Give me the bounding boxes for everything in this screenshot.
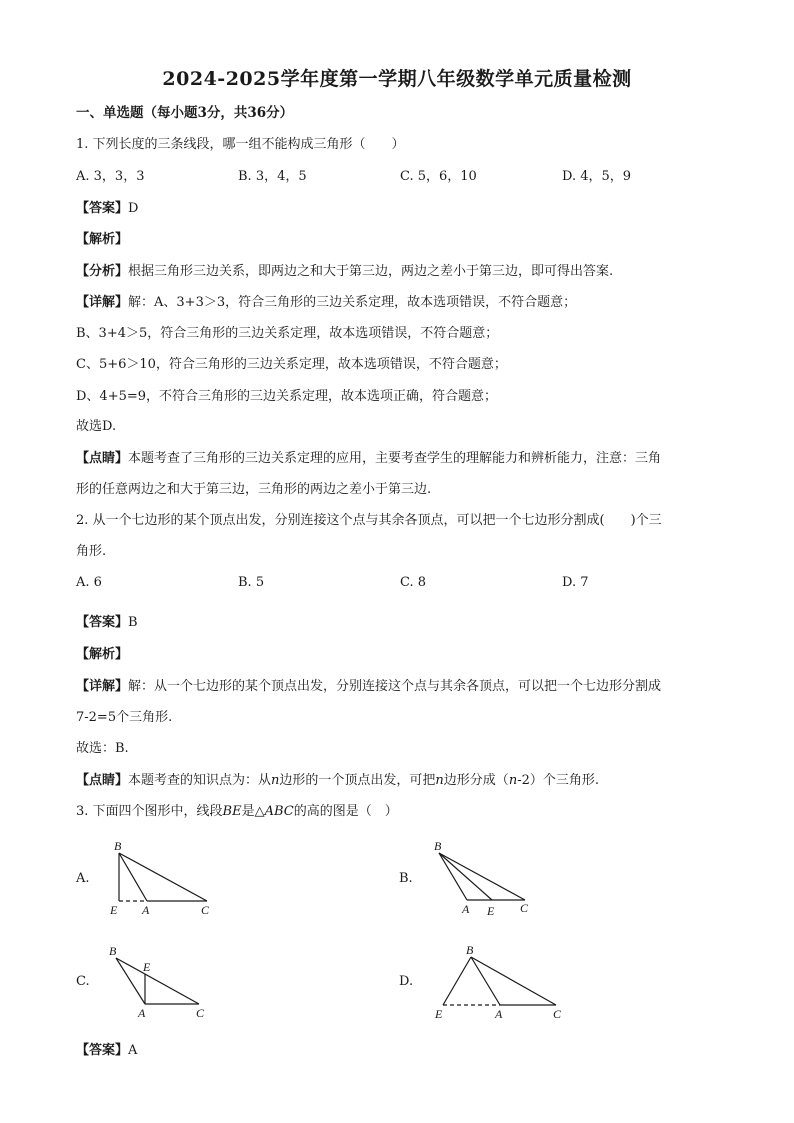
q3-answer xyxy=(76,1042,137,1060)
point-e-label: E xyxy=(110,903,118,917)
point-c-label: C xyxy=(201,903,210,917)
comment-part-d: -2）个三角形. xyxy=(517,773,599,788)
q1-option-a: A. 3，3，3 xyxy=(76,169,145,184)
side-bc xyxy=(119,853,207,901)
q3-stem-part: 是 xyxy=(241,804,255,819)
comment-n: n xyxy=(435,773,444,788)
q3-stem-part: 3. 下面四个图形中，线段 xyxy=(76,804,223,819)
q1-option-b: B. 3，4，5 xyxy=(238,169,307,184)
q2-detail-2: 7-2=5个三角形. xyxy=(76,710,173,725)
q2-comment xyxy=(76,772,599,790)
q1-comment-2: 形的任意两边之和大于第三边，三角形的两边之差小于第三边. xyxy=(76,482,432,497)
q2-conclusion: 故选：B. xyxy=(76,741,129,756)
q1-stem: 1. 下列长度的三条线段，哪一组不能构成三角形（ ） xyxy=(76,137,405,152)
answer-tag: 【答案】 xyxy=(76,201,129,216)
point-b-label: B xyxy=(109,944,117,958)
segment-be: BE xyxy=(222,804,242,819)
page-title: 2024-2025学年度第一学期八年级数学单元质量检测 xyxy=(162,68,632,90)
side-ba xyxy=(116,958,145,1004)
q3-stem xyxy=(76,803,398,821)
point-a-label: A xyxy=(495,1007,503,1021)
q1-detail-3: C、5+6＞10，符合三角形的三边关系定理，故本选项错误，不符合题意； xyxy=(76,357,507,372)
figure-label-d: D. xyxy=(399,974,414,989)
q1-conclusion: 故选D. xyxy=(76,419,117,434)
point-c-label: C xyxy=(553,1007,562,1021)
figure-c xyxy=(100,937,220,1026)
point-a-label: A xyxy=(142,903,150,917)
segment-be xyxy=(439,853,492,900)
point-a-label: A xyxy=(138,1006,146,1020)
point-c-label: C xyxy=(520,901,529,915)
comment-text: 本题考查了三角形的三边关系定理的应用，主要考查学生的理解能力和辨析能力，注意：三角 xyxy=(128,451,662,466)
segment-be xyxy=(443,957,471,1005)
point-e-label: E xyxy=(487,904,495,918)
side-bc xyxy=(439,853,525,900)
comment-n: n xyxy=(508,773,518,788)
detail-text: 解：A、3+3＞3，符合三角形的三边关系定理，故本选项错误，不符合题意； xyxy=(128,295,577,310)
figure-label-b: B. xyxy=(399,871,413,886)
q1-option-c: C. 5，6，10 xyxy=(400,169,477,184)
point-b-label: B xyxy=(114,839,122,853)
point-e-label: E xyxy=(435,1007,443,1021)
q2-answer xyxy=(76,614,138,632)
figure-b xyxy=(425,834,545,923)
figure-label-c: C. xyxy=(76,974,90,989)
fenxi-tag: 【分析】 xyxy=(76,264,129,279)
q2-stem-1: 2. 从一个七边形的某个顶点出发，分别连接这个点与其余各顶点，可以把一个七边形分割成( )个三 xyxy=(76,513,662,528)
answer-tag: 【答案】 xyxy=(76,1043,129,1058)
answer-tag: 【答案】 xyxy=(76,615,129,630)
figure-label-a: A. xyxy=(76,871,90,886)
q2-option-a: A. 6 xyxy=(76,575,102,590)
comment-n: n xyxy=(271,773,280,788)
q1-detail-4: D、4+5=9，不符合三角形的三边关系定理，故本选项正确，符合题意； xyxy=(76,389,498,404)
answer-value: A xyxy=(128,1043,138,1058)
answer-value: B xyxy=(128,615,138,630)
section-heading: 一、单选题（每小题3分，共36分） xyxy=(76,105,294,121)
point-e-label: E xyxy=(143,960,151,974)
point-b-label: B xyxy=(434,839,442,853)
q1-comment-1 xyxy=(76,450,661,468)
side-bc xyxy=(116,958,199,1004)
q1-fenxi xyxy=(76,263,613,281)
fenxi-text: 根据三角形三边关系，即两边之和大于第三边，两边之差小于第三边，即可得出答案. xyxy=(128,264,614,279)
point-a-label: A xyxy=(462,902,470,916)
detail-tag: 【详解】 xyxy=(76,295,129,310)
point-c-label: C xyxy=(196,1006,205,1020)
q1-analysis-tag: 【解析】 xyxy=(76,232,129,247)
q1-detail-1 xyxy=(76,294,576,312)
q2-option-b: B. 5 xyxy=(238,575,265,590)
q2-option-c: C. 8 xyxy=(400,575,427,590)
figure-a xyxy=(100,836,230,925)
q2-stem-2: 角形. xyxy=(76,544,107,559)
q1-detail-2: B、3+4＞5，符合三角形的三边关系定理，故本选项错误，不符合题意； xyxy=(76,326,499,341)
comment-part-b: 边形的一个顶点出发，可把 xyxy=(279,773,436,788)
comment-part-c: 边形分成（ xyxy=(443,773,509,788)
q2-option-d: D. 7 xyxy=(562,575,589,590)
side-ba xyxy=(471,957,500,1005)
answer-value: D xyxy=(128,201,139,216)
point-b-label: B xyxy=(466,943,474,957)
q2-detail-1 xyxy=(76,678,661,696)
triangle-abc: △ABC xyxy=(254,804,294,819)
comment-tag: 【点睛】 xyxy=(76,773,129,788)
q1-answer xyxy=(76,200,138,218)
q1-option-d: D. 4，5，9 xyxy=(562,169,632,184)
side-bc xyxy=(471,957,556,1005)
comment-tag: 【点睛】 xyxy=(76,451,129,466)
q2-analysis-tag: 【解析】 xyxy=(76,647,129,662)
detail-tag: 【详解】 xyxy=(76,679,129,694)
comment-part-a: 本题考查的知识点为：从 xyxy=(128,773,272,788)
figure-d xyxy=(425,937,575,1026)
q3-stem-part: 的高的图是（ ） xyxy=(293,804,398,819)
detail-text: 解：从一个七边形的某个顶点出发，分别连接这个点与其余各顶点，可以把一个七边形分割成 xyxy=(128,679,662,694)
